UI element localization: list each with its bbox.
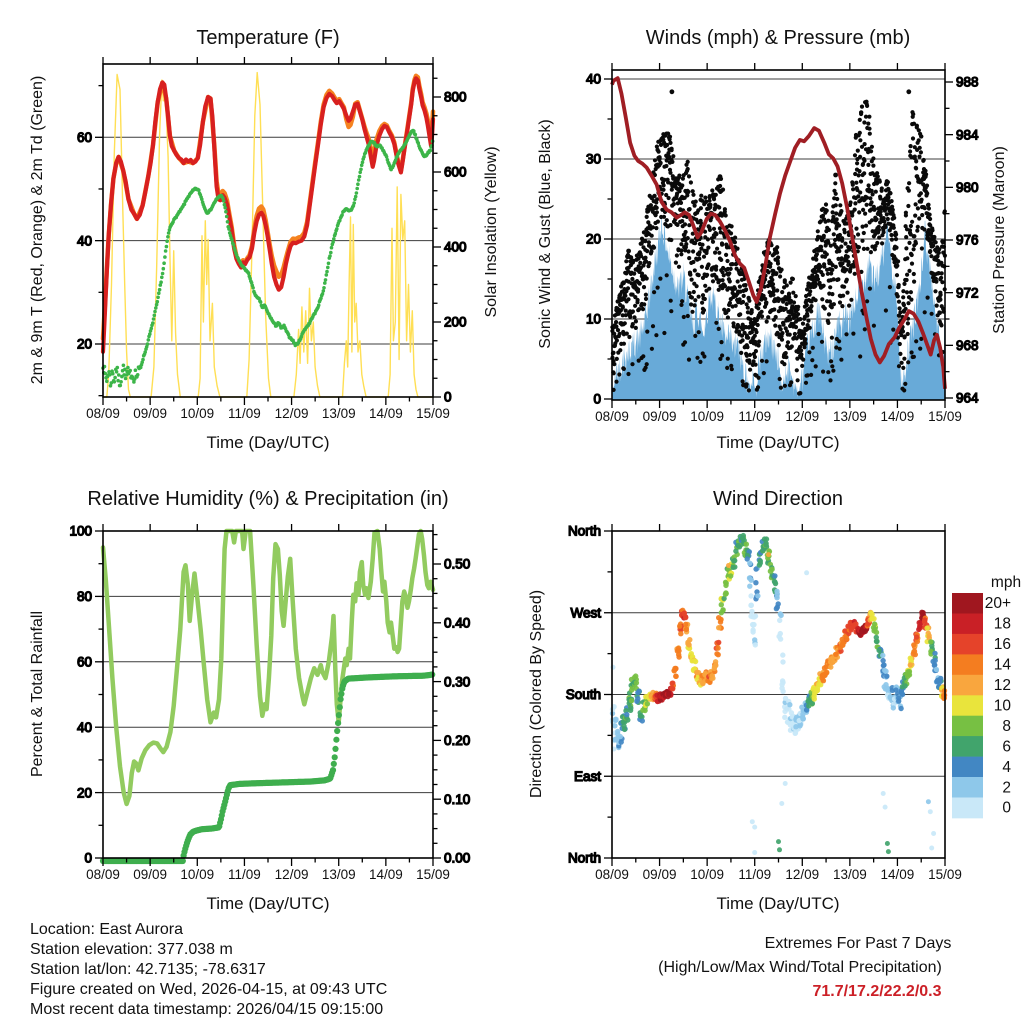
tick-label: 12 (993, 677, 1011, 695)
x-tick-labels (86, 867, 450, 882)
tick-label: 15/09 (928, 867, 962, 882)
yaxis-label-solar-right: Solar Insolation (Yellow) (483, 146, 500, 318)
extremes-value: 71.7/17.2/22.2/0.3 (812, 983, 942, 1000)
x-tick-labels (595, 867, 962, 882)
tick-label: 14/09 (880, 867, 915, 882)
tick-label: 0 (1002, 799, 1011, 817)
tick-label: North (567, 850, 601, 866)
yaxis-label-pressure-right: Station Pressure (Maroon) (991, 146, 1008, 334)
tick-label: 980 (956, 180, 979, 196)
tick-label: 15/09 (416, 406, 450, 421)
tick-label: 0.10 (444, 791, 471, 807)
tick-label: 0 (444, 389, 452, 405)
tick-label: mph (990, 574, 1022, 591)
footer-latlon: Station lat/lon: 42.7135; -78.6317 (30, 961, 266, 978)
tick-label: 08/09 (595, 867, 629, 882)
tick-label: 12/09 (274, 867, 309, 882)
tick-label: 09/09 (642, 867, 677, 882)
footer-created: Figure created on Wed, 2026-04-15, at 09:43 UTC (30, 981, 388, 998)
x-tick-labels (86, 406, 450, 421)
tick-label: 0.30 (444, 674, 471, 690)
tick-label: 13/09 (832, 867, 867, 882)
tick-label: 12/09 (785, 867, 820, 882)
tick-label: 800 (444, 89, 467, 105)
xaxis-label-temperature: Time (Day/UTC) (206, 433, 330, 452)
tick-label: 6 (1002, 738, 1011, 756)
panel-title-temperature: Temperature (F) (196, 27, 340, 49)
extremes-subtitle: (High/Low/Max Wind/Total Precipitation) (658, 959, 942, 976)
tick-label: 14 (993, 656, 1011, 674)
tick-label: 988 (956, 74, 979, 90)
tick-label: 08/09 (86, 406, 120, 421)
tick-label: 40 (585, 71, 601, 87)
tick-label: 0.00 (444, 850, 471, 866)
tick-label: 4 (1002, 758, 1011, 776)
tick-label: 20 (76, 785, 92, 801)
tick-label: 976 (956, 232, 979, 248)
tick-label: 968 (956, 338, 979, 354)
tick-label: 0 (84, 850, 92, 866)
tick-label: 8 (1002, 717, 1011, 735)
xaxis-label-direction: Time (Day/UTC) (716, 894, 840, 913)
tick-label: 11/09 (738, 409, 772, 424)
humidity-series (100, 531, 435, 864)
tick-label: 200 (444, 314, 467, 330)
tick-label: 14/09 (880, 409, 915, 424)
tick-label: 15/09 (928, 409, 962, 424)
tick-label: 11/09 (738, 867, 772, 882)
tick-label: 40 (76, 719, 92, 735)
tick-label: 0.20 (444, 733, 471, 749)
tick-label: 16 (993, 636, 1011, 654)
tick-label: 20 (76, 336, 92, 352)
footer-elevation: Station elevation: 377.038 m (30, 941, 233, 958)
tick-label: South (565, 687, 601, 703)
relative-humidity-line (103, 531, 433, 804)
tick-label: 964 (956, 390, 979, 406)
tick-label: 0 (593, 391, 601, 407)
direction-dots (610, 533, 947, 855)
tick-label: 10/09 (690, 867, 725, 882)
tick-label: East (573, 768, 601, 784)
panel-title-humidity-precip: Relative Humidity (%) & Precipitation (in) (87, 488, 449, 510)
tick-label: 10/09 (180, 867, 215, 882)
tick-label: 15/09 (416, 867, 450, 882)
tick-label: 30 (585, 151, 601, 167)
panel-title-winds-pressure: Winds (mph) & Pressure (mb) (645, 27, 911, 49)
tick-label: North (567, 523, 601, 539)
tick-label: 0.50 (444, 556, 471, 572)
tick-label: West (570, 605, 601, 621)
tick-label: 60 (76, 654, 92, 670)
tick-label: 40 (76, 233, 92, 249)
yaxis-label-direction-left: Direction (Colored By Speed) (528, 589, 545, 799)
tick-label: 10/09 (180, 406, 215, 421)
tick-label: 13/09 (321, 406, 356, 421)
tick-label: 10/09 (690, 409, 725, 424)
tick-label: 08/09 (595, 409, 629, 424)
temperature-series (101, 73, 434, 397)
tick-label: 18 (993, 615, 1011, 633)
tick-label: 09/09 (642, 409, 677, 424)
yaxis-label-temp-left: 2m & 9m T (Red, Orange) & 2m Td (Green) (29, 75, 46, 385)
speed-colorbar (952, 574, 1021, 818)
tick-label: 984 (956, 127, 979, 143)
tick-label: 14/09 (368, 867, 403, 882)
extremes-title: Extremes For Past 7 Days (764, 935, 952, 952)
tick-label: 08/09 (86, 867, 120, 882)
tick-label: 20+ (984, 595, 1011, 613)
footer-timestamp: Most recent data timestamp: 2026/04/15 09:15:00 (30, 1001, 384, 1018)
tick-label: 0.40 (444, 615, 471, 631)
tick-label: 600 (444, 164, 467, 180)
tick-label: 100 (69, 523, 92, 539)
tick-label: 11/09 (228, 867, 261, 882)
tick-label: 09/09 (133, 406, 168, 421)
tick-label: 20 (585, 231, 601, 247)
tick-label: 2 (1002, 779, 1011, 797)
tick-label: 13/09 (832, 409, 867, 424)
tick-label: 400 (444, 239, 467, 255)
yaxis-label-wind-left: Sonic Wind & Gust (Blue, Black) (537, 119, 554, 349)
tick-label: 11/09 (228, 406, 261, 421)
yaxis-label-rainfall-left: Percent & Total Rainfall (29, 610, 46, 778)
footer-location: Location: East Aurora (30, 921, 183, 938)
tick-label: 60 (76, 130, 92, 145)
xaxis-label-winds: Time (Day/UTC) (716, 433, 840, 452)
panel-title-wind-direction: Wind Direction (712, 488, 844, 510)
tick-label: 10 (585, 311, 601, 327)
xaxis-label-humidity: Time (Day/UTC) (206, 894, 330, 913)
tick-label: 10 (993, 697, 1011, 715)
x-tick-labels (595, 409, 962, 424)
tick-label: 80 (76, 589, 92, 605)
temp-9m-line (103, 76, 433, 339)
tick-label: 972 (956, 285, 979, 301)
tick-label: 09/09 (133, 867, 168, 882)
tick-label: 14/09 (368, 406, 403, 421)
tick-label: 13/09 (321, 867, 356, 882)
tick-label: 12/09 (785, 409, 820, 424)
tick-label: 12/09 (274, 406, 309, 421)
